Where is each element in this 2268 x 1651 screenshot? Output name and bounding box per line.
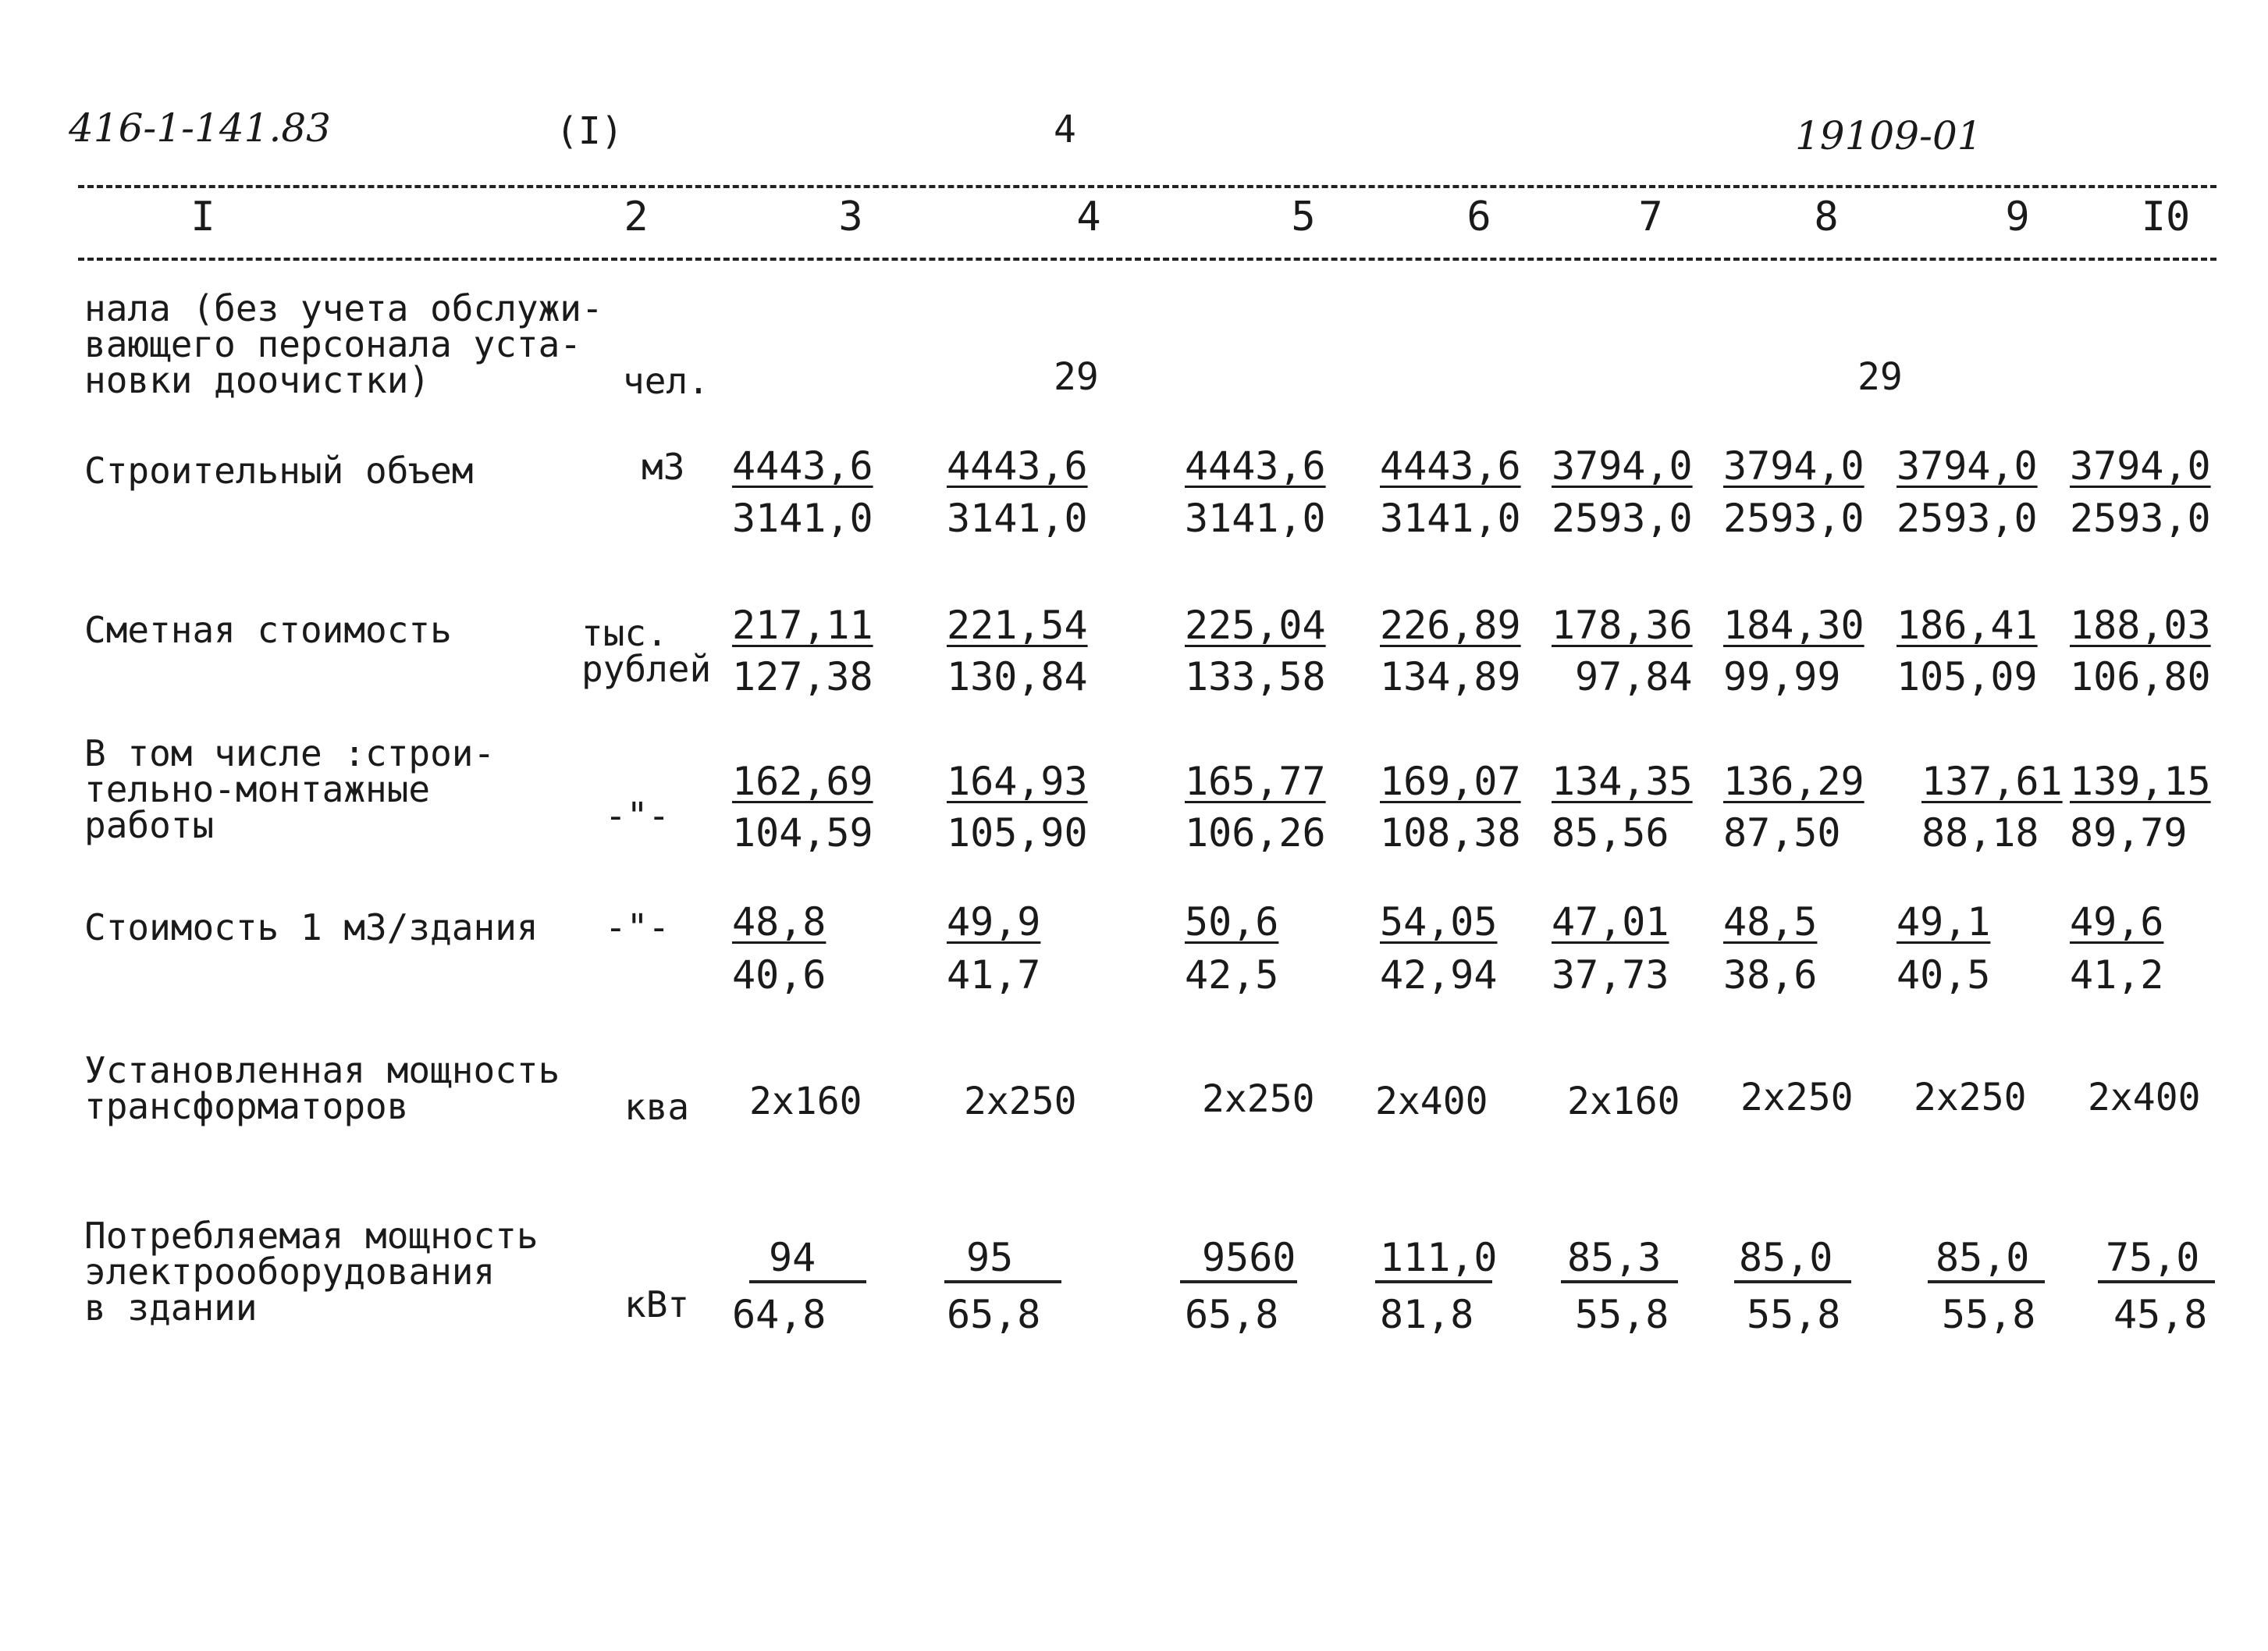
fraction-line xyxy=(2098,1280,2215,1283)
row-label-volume: Строительный объем xyxy=(84,450,474,492)
value-top: 139,15 xyxy=(2070,759,2211,804)
transformer-value: 2x250 xyxy=(964,1080,1077,1123)
column-number: 2 xyxy=(624,194,649,240)
value-top: 178,36 xyxy=(1552,603,1693,648)
value-top: 162,69 xyxy=(732,759,873,804)
value-bottom: 38,6 xyxy=(1723,952,1818,998)
value-bottom: 42,5 xyxy=(1185,952,1279,998)
value-bottom: 104,59 xyxy=(732,810,873,856)
unit-staff: чел. xyxy=(623,360,709,402)
value-top: 48,5 xyxy=(1723,899,1818,945)
value-top: 49,9 xyxy=(947,899,1041,945)
transformer-value: 2x160 xyxy=(1567,1080,1680,1123)
value-bottom: 134,89 xyxy=(1380,654,1521,699)
column-number: 8 xyxy=(1814,194,1839,240)
value-top: 3794,0 xyxy=(1723,443,1865,489)
value-top: 186,41 xyxy=(1897,603,2038,648)
column-number: I0 xyxy=(2141,194,2191,240)
value-bottom: 55,8 xyxy=(1942,1292,2036,1337)
value-bottom: 40,5 xyxy=(1897,952,1991,998)
value-top: 165,77 xyxy=(1185,759,1326,804)
value-top: 9560 xyxy=(1202,1235,1296,1280)
value-bottom: 88,18 xyxy=(1921,810,2039,856)
column-number: I xyxy=(190,194,215,240)
value-bottom: 106,26 xyxy=(1185,810,1326,856)
value-top: 136,29 xyxy=(1723,759,1865,804)
value-top: 4443,6 xyxy=(1380,443,1521,489)
value-bottom: 85,56 xyxy=(1552,810,1669,856)
registration-number: 19109-01 xyxy=(1795,113,1982,158)
value-top: 4443,6 xyxy=(732,443,873,489)
value-bottom: 2593,0 xyxy=(1552,496,1693,541)
row-label-construction: В том числе :строи- тельно-монтажные работы xyxy=(84,732,496,846)
value-bottom: 133,58 xyxy=(1185,654,1326,699)
header-rule-bottom xyxy=(78,258,2216,261)
unit-construction: -"- xyxy=(605,795,670,837)
value-top: 164,93 xyxy=(947,759,1088,804)
value-bottom: 108,38 xyxy=(1380,810,1521,856)
row-label-transformer-power: Установленная мощность трансформаторов xyxy=(84,1049,560,1127)
value-top: 4443,6 xyxy=(1185,443,1326,489)
unit-power-consumption: кВт xyxy=(624,1283,690,1325)
staff-value: 29 xyxy=(1054,355,1099,399)
value-bottom: 99,99 xyxy=(1723,654,1841,699)
value-top: 169,07 xyxy=(1380,759,1521,804)
value-top: 4443,6 xyxy=(947,443,1088,489)
value-top: 47,01 xyxy=(1552,899,1669,945)
value-bottom: 97,84 xyxy=(1575,654,1693,699)
value-bottom: 55,8 xyxy=(1575,1292,1669,1337)
column-number: 4 xyxy=(1076,194,1101,240)
value-top: 75,0 xyxy=(2106,1235,2200,1280)
value-bottom: 2593,0 xyxy=(1723,496,1865,541)
staff-value: 29 xyxy=(1857,355,1903,399)
value-top: 49,6 xyxy=(2070,899,2164,945)
value-top: 94 xyxy=(769,1235,816,1280)
value-bottom: 42,94 xyxy=(1380,952,1498,998)
value-top: 184,30 xyxy=(1723,603,1865,648)
value-top: 49,1 xyxy=(1897,899,1991,945)
transformer-value: 2x250 xyxy=(1740,1076,1854,1119)
transformer-value: 2x400 xyxy=(1375,1080,1488,1123)
value-bottom: 37,73 xyxy=(1552,952,1669,998)
value-top: 48,8 xyxy=(732,899,827,945)
transformer-value: 2x160 xyxy=(749,1080,862,1123)
value-top: 85,0 xyxy=(1739,1235,1833,1280)
value-bottom: 65,8 xyxy=(1185,1292,1279,1337)
value-top: 134,35 xyxy=(1552,759,1693,804)
transformer-value: 2x250 xyxy=(1914,1076,2027,1119)
value-top: 226,89 xyxy=(1380,603,1521,648)
unit-cost-per-m3: -"- xyxy=(605,906,670,948)
page-number: 4 xyxy=(1054,108,1076,151)
value-top: 54,05 xyxy=(1380,899,1498,945)
value-bottom: 55,8 xyxy=(1747,1292,1841,1337)
value-top: 3794,0 xyxy=(1897,443,2038,489)
value-bottom: 3141,0 xyxy=(732,496,873,541)
value-bottom: 3141,0 xyxy=(1380,496,1521,541)
value-top: 221,54 xyxy=(947,603,1088,648)
value-bottom: 81,8 xyxy=(1380,1292,1474,1337)
value-top: 3794,0 xyxy=(2070,443,2211,489)
fraction-line xyxy=(749,1280,866,1283)
value-top: 85,0 xyxy=(1936,1235,2030,1280)
value-top: 137,61 xyxy=(1921,759,2063,804)
column-number: 9 xyxy=(2005,194,2030,240)
fraction-line xyxy=(1561,1280,1678,1283)
value-bottom: 130,84 xyxy=(947,654,1088,699)
value-top: 50,6 xyxy=(1185,899,1279,945)
value-top: 217,11 xyxy=(732,603,873,648)
value-bottom: 2593,0 xyxy=(2070,496,2211,541)
column-number: 5 xyxy=(1291,194,1316,240)
column-number: 7 xyxy=(1638,194,1663,240)
row-label-power-consumption: Потребляемая мощность электрооборудования в здании xyxy=(84,1215,539,1329)
value-bottom: 2593,0 xyxy=(1897,496,2038,541)
column-number: 6 xyxy=(1466,194,1491,240)
header-rule-top xyxy=(78,185,2216,188)
value-bottom: 87,50 xyxy=(1723,810,1841,856)
fraction-line xyxy=(1734,1280,1851,1283)
value-bottom: 105,09 xyxy=(1897,654,2038,699)
row-label-staff: нала (без учета обслужи- вающего персонала уста- новки доочистки) xyxy=(84,287,603,401)
fraction-line xyxy=(1928,1280,2045,1283)
document-code: 416-1-141.83 xyxy=(69,105,331,151)
fraction-line xyxy=(944,1280,1061,1283)
row-label-cost-per-m3: Стоимость 1 м3/здания xyxy=(84,906,539,948)
unit-volume: м3 xyxy=(642,446,685,488)
value-top: 188,03 xyxy=(2070,603,2211,648)
value-top: 111,0 xyxy=(1380,1235,1498,1280)
value-bottom: 3141,0 xyxy=(947,496,1088,541)
value-bottom: 89,79 xyxy=(2070,810,2188,856)
value-bottom: 65,8 xyxy=(947,1292,1041,1337)
value-bottom: 106,80 xyxy=(2070,654,2211,699)
transformer-value: 2x400 xyxy=(2088,1076,2201,1119)
value-bottom: 105,90 xyxy=(947,810,1088,856)
value-top: 95 xyxy=(966,1235,1014,1280)
value-top: 3794,0 xyxy=(1552,443,1693,489)
value-top: 85,3 xyxy=(1567,1235,1662,1280)
unit-cost: тыс. рублей xyxy=(581,612,712,690)
value-bottom: 64,8 xyxy=(732,1292,827,1337)
value-bottom: 127,38 xyxy=(732,654,873,699)
column-number: 3 xyxy=(838,194,863,240)
row-label-cost: Сметная стоимость xyxy=(84,609,452,651)
value-top: 225,04 xyxy=(1185,603,1326,648)
fraction-line xyxy=(1180,1280,1297,1283)
part-number: (I) xyxy=(556,109,624,153)
fraction-line xyxy=(1375,1280,1492,1283)
unit-transformer-power: ква xyxy=(624,1086,690,1128)
value-bottom: 40,6 xyxy=(732,952,827,998)
value-bottom: 3141,0 xyxy=(1185,496,1326,541)
value-bottom: 41,2 xyxy=(2070,952,2164,998)
transformer-value: 2x250 xyxy=(1202,1077,1315,1121)
value-bottom: 41,7 xyxy=(947,952,1041,998)
value-bottom: 45,8 xyxy=(2113,1292,2208,1337)
